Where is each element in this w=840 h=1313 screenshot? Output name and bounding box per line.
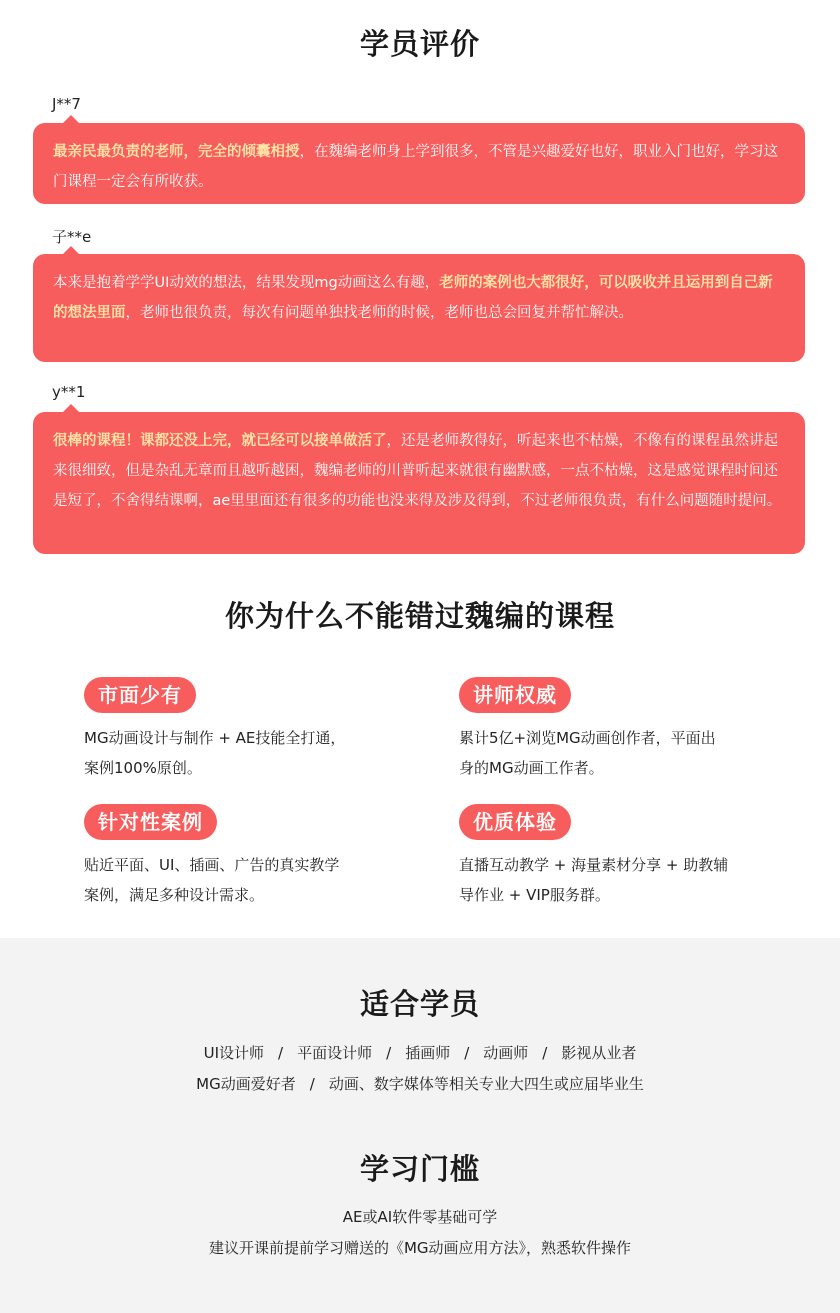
feature-badge: 市面少有 [84,677,196,713]
audience-item: 动画师 [483,1044,529,1062]
feature-card-experience [459,804,779,910]
reviews-title: 学员评价 [359,27,480,61]
threshold-title: 学习门槛 [359,1152,480,1186]
audience-item: 影视从业者 [561,1044,637,1062]
separator: / [309,1075,315,1093]
threshold-line-1: AE或AI软件零基础可学 [342,1208,498,1226]
feature-badge: 针对性案例 [84,804,217,840]
review-highlight-text: 最亲民最负责的老师，完全的倾囊相授 [53,144,300,160]
review-highlight-text: 很棒的课程！课都还没上完，就已经可以接单做活了 [53,433,387,449]
audience-item: 插画师 [405,1044,451,1062]
review-text: ，老师也很负责，每次有问题单独找老师的时候，老师也总会回复并帮忙解决。 [125,305,633,321]
review-text: ，在魏编老师身上学到很多，不管是兴趣爱好也好，职业入门也好，学习这门课程一定会有所收获。 [53,144,778,190]
feature-card-targeted [84,804,404,910]
review-user-1: J**7 [52,95,81,113]
feature-description [84,850,404,910]
review-bubble-3 [33,412,805,554]
audience-item: 动画、数字媒体等相关专业大四生或应届毕业生 [328,1075,644,1093]
feature-desc-line: 身的MG动画工作者。 [459,759,604,777]
threshold-line-2: 建议开课前提前学习赠送的《MG动画应用方法》，熟悉软件操作 [208,1239,632,1257]
review-bubble-1 [33,123,805,204]
audience-title: 适合学员 [359,987,480,1021]
feature-badge: 讲师权威 [459,677,571,713]
feature-desc-line: 贴近平面、UI、插画、广告的真实教学 [84,856,340,874]
feature-description [84,723,404,783]
review-user-2: 子**e [52,228,92,246]
feature-badge: 优质体验 [459,804,571,840]
feature-desc-line: 导作业 + VIP服务群。 [459,886,610,904]
feature-desc-line: 案例100%原创。 [84,759,202,777]
separator: / [464,1044,470,1062]
audience-item: MG动画爱好者 [196,1075,296,1093]
feature-description [459,723,779,783]
review-user-3: y**1 [52,383,86,401]
feature-description [459,850,779,910]
review-text: ，还是老师教得好，听起来也不枯燥，不像有的课程虽然讲起来很细致，但是杂乱无章而且越听越困，魏编老师的川普听起来就很有幽默感，一点不枯燥，这是感觉课程时间还是短了，不舍得结课啊，ae里里面还有很多的功能也没来得及涉及得到，不过老师很负责，有什么问题随时提问。 [53,433,782,509]
audience-line-1 [0,1042,840,1063]
feature-desc-line: MG动画设计与制作 + AE技能全打通， [84,729,346,747]
audience-item: UI设计师 [203,1044,265,1062]
audience-item: 平面设计师 [297,1044,373,1062]
separator: / [542,1044,548,1062]
review-text: 本来是抱着学学UI动效的想法，结果发现mg动画这么有趣， [53,275,440,291]
feature-card-rare [84,677,404,783]
audience-line-2 [0,1073,840,1094]
feature-desc-line: 直播互动教学 + 海量素材分享 + 助教辅 [459,856,729,874]
separator: / [386,1044,392,1062]
why-title: 你为什么不能错过魏编的课程 [224,599,615,633]
feature-card-authority [459,677,779,783]
feature-desc-line: 累计5亿+浏览MG动画创作者，平面出 [459,729,716,747]
review-bubble-2 [33,254,805,362]
separator: / [278,1044,284,1062]
feature-desc-line: 案例，满足多种设计需求。 [84,886,265,904]
review-highlight-text: 老师的案例也大都很好，可以吸收并且运用到自己新的想法里面 [53,275,773,321]
